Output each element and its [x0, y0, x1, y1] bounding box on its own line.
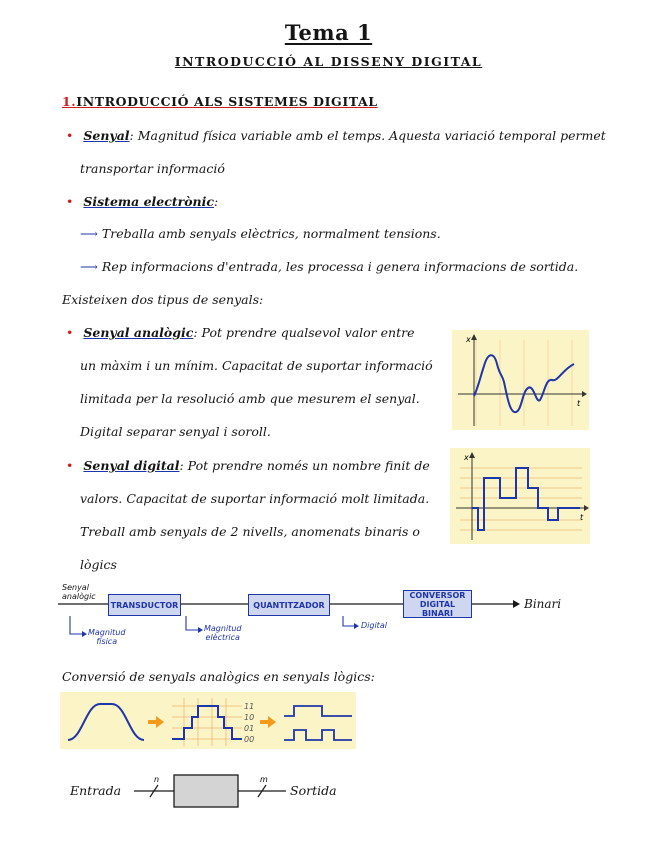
- sistema-term: Sistema electrònic: [83, 194, 214, 209]
- transducer-block: TRANSDUCTOR: [108, 594, 181, 616]
- sistema-item-2-text: Rep informacions d'entrada, les processa i genera informacions de sortida.: [101, 259, 579, 274]
- analog-line-4: Digital separar senyal i soroll.: [80, 424, 271, 439]
- sistema-item-1-text: Treballa amb senyals elèctrics, normalment tensions.: [101, 226, 441, 241]
- quantifier-block: QUANTITZADOR: [248, 594, 330, 616]
- note2-line2: elèctrica: [205, 633, 240, 642]
- analog-line-1: [66, 324, 414, 341]
- conversion-strip: [60, 692, 356, 749]
- system-input-n: n: [154, 775, 160, 784]
- diagram-lines-svg: [58, 580, 598, 660]
- conversion-block-diagram: [58, 580, 598, 660]
- sistema-item-2: [80, 258, 578, 275]
- analog-t-label: t: [577, 399, 581, 408]
- system-output-m: m: [260, 775, 268, 784]
- digital-t-label: t: [580, 513, 584, 522]
- page-subtitle: INTRODUCCIÓ AL DISSENY DIGITAL: [174, 54, 483, 69]
- digital-x-label: x: [464, 453, 469, 462]
- digital-line-1: [66, 457, 430, 474]
- sistema-item-1: [80, 225, 441, 242]
- analog-signal-plot: [452, 330, 589, 430]
- senyal-line2: transportar informació: [80, 161, 225, 176]
- analog-term: Senyal analògic: [83, 325, 194, 340]
- digital-line-4: lògics: [80, 557, 117, 572]
- digital-signal-plot: [450, 448, 590, 544]
- system-diagram: [70, 770, 370, 810]
- note-digital: Digital: [361, 621, 387, 630]
- diagram-input-label: [62, 583, 96, 601]
- sistema-heading: [66, 193, 218, 210]
- level-label-0: 11: [244, 702, 255, 711]
- analog-plot-svg: [452, 330, 589, 430]
- senyal-line1: : Magnitud física variable amb el temps. Aquesta variació temporal permet: [129, 128, 606, 143]
- system-input-label: Entrada: [70, 783, 122, 798]
- note-electric-magnitude: [204, 624, 241, 642]
- note2-line1: Magnitud: [204, 624, 242, 633]
- section-number: 1.: [62, 94, 77, 109]
- conversion-strip-svg: [60, 692, 356, 749]
- section-heading: [62, 94, 378, 109]
- senyal-definition: [66, 127, 606, 144]
- level-label-1: 10: [244, 713, 255, 722]
- analog-line-3: limitada per la resolució amb que mesurem el senyal.: [80, 391, 420, 406]
- digital-line1-text: : Pot prendre només un nombre finit de: [179, 458, 430, 473]
- level-label-2: 01: [244, 724, 255, 733]
- section-label: INTRODUCCIÓ ALS SISTEMES DIGITAL: [76, 94, 378, 109]
- arrow-right-icon: ⟶: [80, 259, 98, 274]
- note1-line1: Magnitud: [88, 628, 126, 637]
- digital-line-3: Treball amb senyals de 2 nivells, anomenats binaris o: [80, 524, 420, 539]
- senyal-term: Senyal: [83, 128, 130, 143]
- digital-term: Senyal digital: [83, 458, 180, 473]
- level-label-3: 00: [244, 735, 255, 744]
- analog-line1-text: : Pot prendre qualsevol valor entre: [193, 325, 415, 340]
- note1-line2: física: [96, 637, 118, 646]
- analog-line-2: un màxim i un mínim. Capacitat de suportar informació: [80, 358, 433, 373]
- diagram-output-label: Binari: [524, 597, 562, 611]
- digital-line-2: valors. Capacitat de suportar informació molt limitada.: [80, 491, 430, 506]
- system-output-label: Sortida: [290, 783, 337, 798]
- analog-x-label: x: [466, 335, 471, 344]
- converter-block: CONVERSOR DIGITAL BINARI: [403, 590, 472, 618]
- arrow-right-icon: ⟶: [80, 226, 98, 241]
- signal-types-intro: Existeixen dos tipus de senyals:: [62, 292, 264, 307]
- diagram-input-line2: analògic: [62, 592, 96, 601]
- digital-plot-svg: [450, 448, 590, 544]
- diagram-input-line1: Senyal: [62, 583, 89, 592]
- page-title: Tema 1: [284, 20, 373, 45]
- note-physical-magnitude: [88, 628, 125, 646]
- conversion-title: Conversió de senyals analògics en senyals lògics:: [62, 669, 375, 684]
- sistema-colon: :: [214, 194, 219, 209]
